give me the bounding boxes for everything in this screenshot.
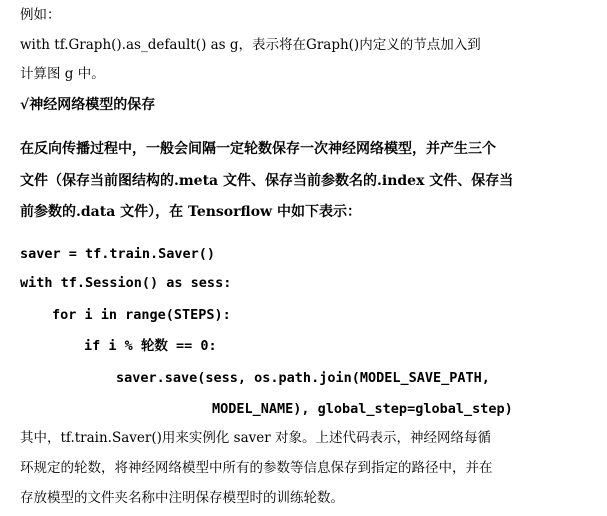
- explanation-line-1: 其中，tf.train.Saver()用来实例化 saver 对象。上述代码表示，神经网络每循: [20, 430, 491, 446]
- code-line-1: saver = tf.train.Saver(): [20, 246, 216, 262]
- code-line-4: if i % 轮数 == 0:: [84, 338, 217, 354]
- code-line-5: saver.save(sess, os.path.join(MODEL_SAVE_PATH,: [116, 370, 490, 386]
- explanation-line-3: 存放模型的文件夹名称中注明保存模型时的训练轮数。: [20, 490, 344, 506]
- paragraph-line-3: 前参数的.data 文件），在 Tensorflow 中如下表示：: [20, 204, 361, 220]
- code-line-3: for i in range(STEPS):: [52, 307, 231, 323]
- example-label: 例如：: [20, 7, 61, 23]
- explanation-line-2: 环规定的轮数，将神经网络模型中所有的参数等信息保存到指定的路径中，并在: [20, 460, 493, 476]
- paragraph-line-1: 在反向传播过程中，一般会间隔一定轮数保存一次神经网络模型，并产生三个: [20, 141, 496, 157]
- intro-line-2: 计算图 g 中。: [20, 66, 105, 82]
- code-line-2: with tf.Session() as sess:: [20, 275, 232, 291]
- paragraph-line-2: 文件（保存当前图结构的.meta 文件、保存当前参数名的.index 文件、保存当: [20, 173, 514, 189]
- intro-line-1: with tf.Graph().as_default() as g，表示将在Graph()内定义的节点加入到: [20, 37, 481, 53]
- section-heading: √神经网络模型的保存: [20, 97, 156, 113]
- code-line-6: MODEL_NAME), global_step=global_step): [212, 401, 513, 417]
